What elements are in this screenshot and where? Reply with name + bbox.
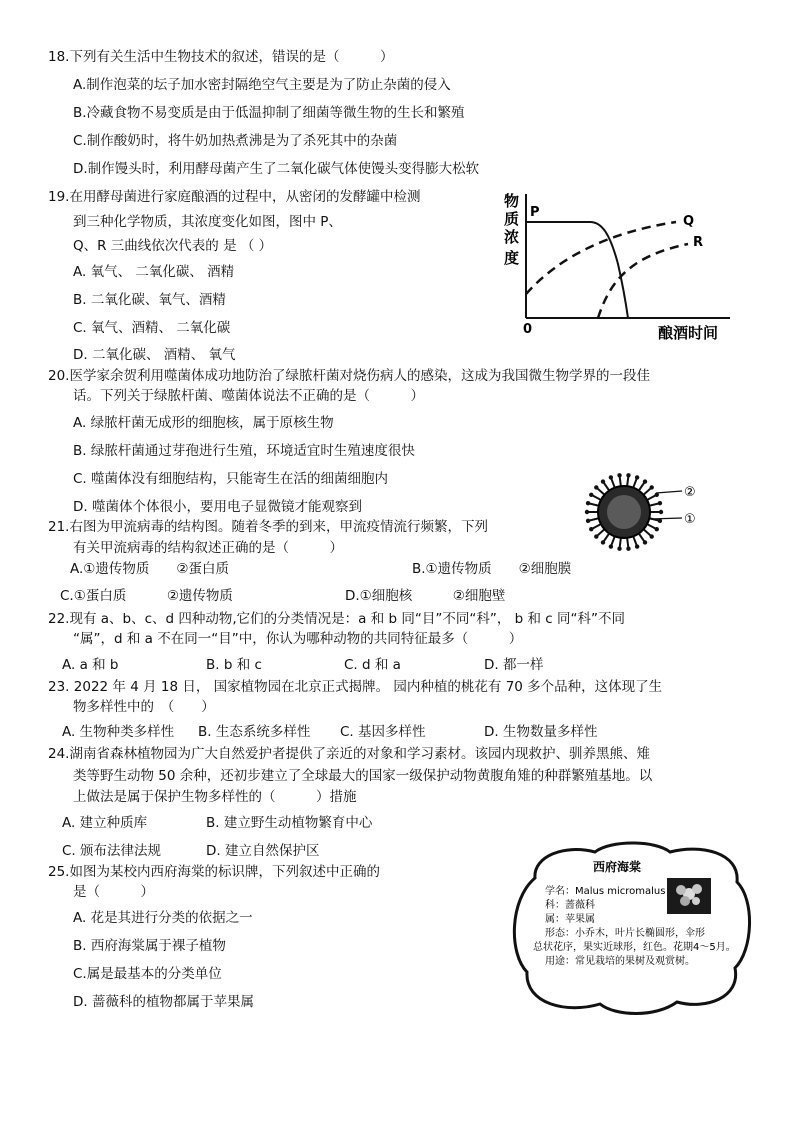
curve-p-label: P — [530, 205, 540, 220]
virus-spike-tip — [649, 485, 653, 489]
virus-spike-tip — [594, 534, 598, 538]
q21-option-a: A.①遗传物质 ②蛋白质 — [70, 561, 229, 577]
q20-option-d: D. 噬菌体个体很小，要用电子显微镜才能观察到 — [73, 499, 362, 515]
q25-option-c: C.属是最基本的分类单位 — [73, 966, 222, 982]
q18-option-b: B.冷藏食物不易变质是由于低温抑制了细菌等微生物的生长和繁殖 — [73, 105, 465, 121]
q24-option-b: B. 建立野生动植物繁育中心 — [206, 815, 373, 831]
q25-option-d: D. 蔷薇科的植物都属于苹果属 — [73, 994, 254, 1010]
q19-option-a: A. 氧气、 二氧化碳、 酒精 — [73, 264, 235, 280]
q23-option-a: A. 生物种类多样性 — [62, 724, 175, 740]
q20-option-c: C. 噬菌体没有细胞结构，只能寄生在活的细菌细胞内 — [73, 471, 389, 487]
card-family: 科：蔷薇科 — [545, 900, 595, 911]
curve-r-label: R — [693, 235, 704, 250]
virus-spike-tip — [649, 534, 653, 538]
q19-option-c: C. 氧气、酒精、 二氧化碳 — [73, 320, 231, 336]
q24-option-c: C. 颁布法律法规 — [62, 843, 162, 859]
virus-label-2: ② — [684, 485, 696, 500]
q25-option-b: B. 西府海棠属于裸子植物 — [73, 938, 226, 954]
virus-spike-tip — [601, 479, 605, 483]
virus-spike-tip — [617, 547, 621, 551]
y-axis-label-char-3: 浓 — [504, 228, 520, 246]
q18-option-d: D.制作馒头时，利用酵母菌产生了二氧化碳气体使馒头变得膨大松软 — [73, 161, 480, 177]
q25-stem-line-1: 25.如图为某校内西府海棠的标识牌，下列叙述中正确的 — [48, 864, 380, 880]
x-axis-label: 酿酒时间 — [658, 324, 719, 342]
q23-stem-line-1: 23. 2022 年 4 月 18 日， 国家植物园在北京正式揭牌。 园内种植的桃花有 70 多个品种，这体现了生 — [48, 679, 663, 695]
q22-option-c: C. d 和 a — [344, 657, 401, 673]
virus-spike-tip — [585, 510, 589, 514]
influenza-virus-figure — [580, 472, 720, 554]
q22-option-a: A. a 和 b — [62, 657, 119, 673]
virus-spike-tip — [626, 547, 630, 551]
q18-option-a: A.制作泡菜的坛子加水密封隔绝空气主要是为了防止杂菌的侵入 — [73, 77, 451, 93]
virus-spike-tip — [658, 501, 662, 505]
virus-spike-tip — [601, 540, 605, 544]
virus-spike-tip — [617, 473, 621, 477]
q24-option-a: A. 建立种质库 — [62, 815, 148, 831]
q19-stem-line-2: 到三种化学物质，其浓度变化如图，图中 P、 — [73, 214, 342, 230]
q19-stem-line-3: Q、R 三曲线依次代表的 是 （ ） — [73, 238, 273, 254]
q22-stem-line-1: 22.现有 a、b、c、d 四种动物,它们的分类情况是：a 和 b 同“目”不同“科”， b 和 c 同“科”不同 — [48, 611, 626, 627]
q23-option-c: C. 基因多样性 — [340, 724, 426, 740]
q24-stem-line-3: 上做法是属于保护生物多样性的（ ）措施 — [73, 789, 357, 805]
q23-stem-line-2: 物多样性中的 （ ） — [73, 699, 215, 715]
curve-q-label: Q — [683, 214, 695, 229]
virus-spike-tip — [586, 501, 590, 505]
virus-spike-tip — [659, 510, 663, 514]
label-line-2 — [656, 491, 682, 493]
q24-option-d: D. 建立自然保护区 — [206, 843, 320, 859]
virus-spike-tip — [586, 519, 590, 523]
q18-stem: 18.下列有关生活中生物技术的叙述，错误的是（ ） — [48, 49, 394, 65]
q19-option-d: D. 二氧化碳、 酒精、 氧气 — [73, 347, 236, 363]
crabapple-label-card — [505, 838, 755, 1018]
q18-option-c: C.制作酸奶时，将牛奶加热煮沸是为了杀死其中的杂菌 — [73, 133, 398, 149]
curve-q — [526, 222, 676, 294]
q20-stem-line-1: 20.医学家余贺利用噬菌体成功地防治了绿脓杆菌对烧伤病人的感染，这成为我国微生物学界的一段佳 — [48, 368, 650, 384]
virus-spike-tip — [626, 473, 630, 477]
q25-option-a: A. 花是其进行分类的依据之一 — [73, 910, 253, 926]
card-scientific-name: 学名：Malus micromalus — [545, 886, 666, 897]
curve-p — [526, 222, 628, 318]
q25-stem-line-2: 是（ ） — [73, 884, 154, 900]
q22-option-b: B. b 和 c — [206, 657, 262, 673]
card-title: 西府海棠 — [593, 860, 642, 874]
q21-stem-line-2: 有关甲流病毒的结构叙述正确的是（ ） — [73, 540, 343, 556]
virus-spike-tip — [589, 527, 593, 531]
y-axis-label-char-2: 质 — [504, 210, 520, 228]
q21-option-c: C.①蛋白质 ②遗传物质 — [60, 588, 233, 604]
q23-option-b: B. 生态系统多样性 — [198, 724, 311, 740]
y-axis-label-char-4: 度 — [504, 249, 520, 267]
virus-spike-tip — [643, 540, 647, 544]
virus-spike-tip — [589, 493, 593, 497]
virus-spike-tip — [635, 544, 639, 548]
q21-option-b: B.①遗传物质 ②细胞膜 — [412, 561, 572, 577]
card-genus: 属：苹果属 — [545, 914, 595, 925]
q19-concentration-chart — [490, 186, 740, 344]
virus-spike-tip — [609, 475, 613, 479]
origin-label: 0 — [523, 322, 533, 337]
virus-spike-tip — [609, 544, 613, 548]
q21-stem-line-1: 21.右图为甲流病毒的结构图。随着冬季的到来，甲流疫情流行频繁，下列 — [48, 519, 488, 535]
card-morphology-2: 总状花序，果实近球形，红色。花期4～5月。 — [533, 942, 736, 953]
virus-core — [607, 495, 641, 529]
virus-label-1: ① — [684, 512, 696, 527]
virus-spike-tip — [594, 485, 598, 489]
card-usage: 用途：常见栽培的果树及观赏树。 — [545, 956, 695, 967]
y-axis-label-char-1: 物 — [504, 192, 520, 210]
q20-stem-line-2: 话。下列关于绿脓杆菌、噬菌体说法不正确的是（ ） — [73, 388, 424, 404]
card-morphology-1: 形态：小乔木，叶片长椭圆形，伞形 — [545, 928, 705, 939]
q23-option-d: D. 生物数量多样性 — [484, 724, 598, 740]
label-line-1 — [650, 518, 682, 519]
q20-option-a: A. 绿脓杆菌无成形的细胞核，属于原核生物 — [73, 415, 334, 431]
q22-stem-line-2: “属”，d 和 a 不在同一“目”中，你认为哪种动物的共同特征最多（ ） — [73, 631, 523, 647]
flower-photo — [667, 878, 711, 914]
curve-r — [598, 244, 688, 318]
q19-option-b: B. 二氧化碳、氧气、酒精 — [73, 292, 226, 308]
q24-stem-line-2: 类等野生动物 50 余种，还初步建立了全球最大的国家一级保护动物黄腹角雉的种群繁殖基地。以 — [73, 768, 653, 784]
q21-option-d: D.①细胞核 ②细胞壁 — [345, 588, 506, 604]
virus-spike-tip — [635, 475, 639, 479]
q19-stem-line-1: 19.在用酵母菌进行家庭酿酒的过程中，从密闭的发酵罐中检测 — [48, 189, 421, 205]
virus-spike-tip — [655, 527, 659, 531]
virus-spike-tip — [643, 479, 647, 483]
q20-option-b: B. 绿脓杆菌通过芽孢进行生殖，环境适宜时生殖速度很快 — [73, 443, 415, 459]
q24-stem-line-1: 24.湖南省森林植物园为广大自然爱护者提供了亲近的对象和学习素材。该园内现救护、驯养黑熊、雉 — [48, 746, 650, 762]
q22-option-d: D. 都一样 — [484, 657, 544, 673]
